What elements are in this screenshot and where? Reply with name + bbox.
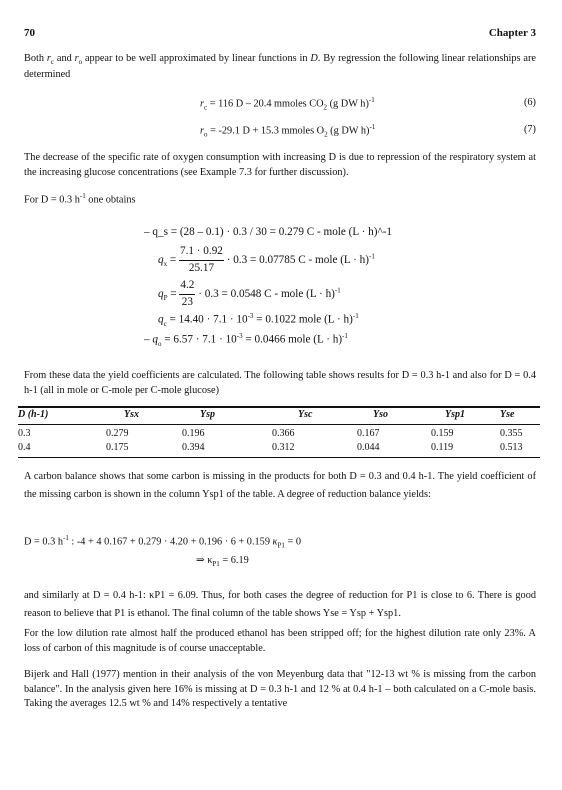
paragraph-dilution: For the low dilution rate almost half the produced ethanol has been stripped off; for the highest dilution rate only 23%. A loss of carbon of this magnitude is of course unacceptable.	[24, 628, 536, 654]
paragraph-for-d: For D = 0.3 $h^{-1}$ one obtains	[24, 192, 136, 206]
paragraph-intro: Both $r_c$ and $r_o$ appear to be well approximated by linear functions in D. By regression the following linear relationships are determined	[24, 53, 536, 80]
equation-6: $r_c = 116$ D – 20.4 mmoles $CO_2$ (g DW h)$^{-1}$ (6)	[200, 96, 536, 112]
table-header-rule	[18, 424, 540, 425]
yield-table-body	[18, 427, 540, 455]
table-header: Ysp	[200, 409, 215, 420]
yield-table	[18, 408, 540, 422]
table-header: Yso	[373, 409, 388, 420]
table-header: Yse	[500, 409, 515, 420]
table-header: Ysp1	[445, 409, 465, 420]
balance-result: ⇒ $\kappa_{P1} = 6.19$	[196, 555, 249, 569]
paragraph-carbon-balance: A carbon balance shows that some carbon is missing in the products for both D = 0.3 and 0.4 h-1. The yield coefficient of the missing carbon is shown in the column Ysp1 of the table. A degree of reduction balance yields:	[24, 471, 536, 501]
calc-qs: – q_s = (28 – 0.1) · 0.3 / 30 = 0.279 C - mole (L · h)^-1	[144, 226, 393, 238]
equation-number: (6)	[523, 97, 536, 108]
calc-qc: $q_c = 14.40 \cdot 7.1 \cdot 10^{-3} = 0.1022$ mole $(L \cdot h)^{-1}$	[158, 312, 359, 328]
paragraph-yield: From these data the yield coefficients are calculated. The following table shows results for D = 0.3 h-1 and also for D = 0.4 h-1 (all in mole or C-mole per C-mole glucose)	[24, 370, 536, 396]
table-header: Ysc	[298, 409, 313, 420]
calc-qo: – $q_o = 6.57 \cdot 7.1 \cdot 10^{-3} = 0.0466$ mole $(L \cdot h)^{-1}$	[144, 332, 348, 348]
page-number: 70	[24, 27, 35, 39]
table-row: 0.3 0.279 0.196 0.366 0.167 0.159 0.355	[18, 428, 523, 439]
balance-equation: D = 0.3 $h^{-1}$ : -4 + 4 0.167 + 0.279 · 4.20 + 0.196 · 6 + 0.159 $\kappa_{P1} = 0$	[24, 534, 302, 550]
paragraph-ethanol: and similarly at D = 0.4 h-1: κP1 = 6.09. Thus, for both cases the degree of reduction for P1 is close to 6. There is good reason to believe that P1 is ethanol. The final column of the table shows Yse = Ysp + Ysp1.	[24, 590, 536, 620]
table-bottom-rule	[18, 457, 540, 458]
table-header: Ysx	[124, 409, 139, 420]
paragraph-bijerk: Bijerk and Hall (1977) mention in their analysis of the von Meyenburg data that "12-13 wt % is missing from the carbon balance". In the analysis given here 16% is missing at D = 0.3 h-1 and 12 % at 0.4 h-1 – both calculated on a C-mole basis. Taking the averages 12.5 wt % and 14% respectively a tentative	[24, 669, 536, 710]
chapter-label: Chapter 3	[488, 27, 536, 39]
table-header: D (h-1)	[18, 409, 49, 420]
calc-qp: $q_P$ = $\frac{4.2}{23}$ · 0.3 = 0.0548 C - mole $(L \cdot h)^{-1}$	[158, 279, 341, 308]
table-header-row	[18, 408, 540, 422]
equation-number: (7)	[523, 124, 536, 135]
equation-7: $r_o = -29.1$ D + 15.3 mmoles $O_2$ (g DW h)$^{-1}$ (7)	[200, 123, 536, 139]
paragraph-decrease: The decrease of the specific rate of oxygen consumption with increasing D is due to repression of the respiratory system at the increasing glucose concentrations (see Example 7.3 for further discussion).	[24, 152, 536, 178]
table-row: 0.4 0.175 0.394 0.312 0.044 0.119 0.513	[18, 442, 523, 454]
calc-qx: $q_x$ = $\frac{7.1 \cdot 0.92}{25.17}$ · 0.3 = 0.07785 C - mole $(L \cdot h)^{-1}$	[158, 245, 375, 274]
